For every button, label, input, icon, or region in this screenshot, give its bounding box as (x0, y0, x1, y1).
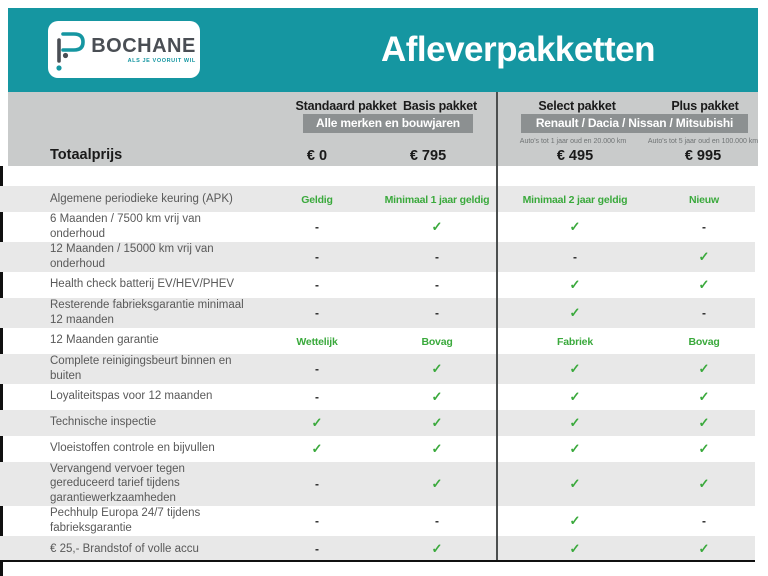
dash-icon: - (315, 361, 319, 376)
check-icon: ✓ (569, 475, 581, 491)
dash-icon: - (702, 219, 706, 234)
table-row (0, 536, 755, 562)
feature-table (0, 166, 755, 576)
empty-row (0, 562, 755, 576)
check-icon: ✓ (569, 541, 581, 557)
check-icon: ✓ (569, 276, 581, 292)
dash-icon: - (702, 305, 706, 320)
feature-label: Pechhulp Europa 24/7 tijdens fabrieksgarantie (50, 507, 201, 535)
price-select: € 495 (556, 148, 594, 164)
table-row (0, 242, 755, 272)
feature-label: Technische inspectie (50, 416, 157, 429)
check-icon: ✓ (569, 513, 581, 529)
feature-label: Algemene periodieke keuring (APK) (50, 192, 233, 205)
dash-icon: - (702, 514, 706, 529)
table-row (0, 410, 755, 436)
package-value: Geldig (301, 194, 333, 206)
package-header-plus: Plus pakket (671, 99, 739, 113)
condition-select: Auto's tot 1 jaar oud en 20.000 km (519, 138, 627, 145)
table-bottom-border (0, 560, 755, 562)
check-icon: ✓ (431, 388, 443, 404)
dash-icon: - (315, 277, 319, 292)
check-icon: ✓ (698, 475, 710, 491)
check-icon: ✓ (698, 440, 710, 456)
brand-name: BOCHANE (91, 34, 196, 57)
dash-icon: - (435, 249, 439, 264)
feature-label: 6 Maanden / 7500 km vrij van onderhoud (50, 213, 201, 240)
dash-icon: - (435, 305, 439, 320)
dash-icon: - (435, 514, 439, 529)
group-divider-line (496, 92, 498, 560)
check-icon: ✓ (698, 360, 710, 376)
check-icon: ✓ (431, 218, 443, 234)
package-header-select: Select pakket (538, 99, 616, 113)
bochane-logo-icon (52, 28, 86, 72)
feature-label: Vervangend vervoer tegen gereduceerd tarief tijdens garantiewerkzaamheden (50, 462, 185, 505)
brands-chip-all: Alle merken en bouwjaren (303, 114, 473, 133)
dash-icon: - (573, 249, 577, 264)
feature-label: Vloeistoffen controle en bijvullen (50, 442, 215, 455)
empty-row (0, 166, 755, 186)
price-basis: € 795 (409, 148, 447, 164)
dash-icon: - (315, 542, 319, 557)
package-value: Bovag (688, 335, 720, 348)
check-icon: ✓ (431, 414, 443, 430)
price-standaard: € 0 (306, 148, 328, 164)
dash-icon: - (315, 476, 319, 491)
dash-icon: - (315, 249, 319, 264)
package-value: Minimaal 2 jaar geldig (522, 194, 628, 206)
feature-label: Complete reinigingsbeurt binnen en buiten (50, 354, 232, 382)
check-icon: ✓ (569, 218, 581, 234)
feature-label: Loyaliteitspas voor 12 maanden (50, 390, 213, 403)
check-icon: ✓ (569, 304, 581, 320)
dash-icon: - (435, 277, 439, 292)
check-icon: ✓ (569, 360, 581, 376)
check-icon: ✓ (431, 360, 443, 376)
page-title: Afleverpakketten (380, 30, 656, 69)
check-icon: ✓ (569, 414, 581, 430)
table-row (0, 384, 755, 410)
feature-label: € 25,- Brandstof of volle accu (50, 542, 199, 555)
check-icon: ✓ (569, 388, 581, 404)
check-icon: ✓ (698, 248, 710, 264)
header-band (8, 8, 758, 92)
feature-label: Health check batterij EV/HEV/PHEV (50, 278, 235, 291)
table-row (0, 212, 755, 242)
check-icon: ✓ (431, 541, 443, 557)
package-header-basis: Basis pakket (402, 99, 478, 113)
table-row (0, 298, 755, 328)
table-row (0, 186, 755, 212)
brand-tagline: ALS JE VOORUIT WIL (127, 57, 196, 64)
feature-label: 12 Maanden garantie (50, 334, 159, 347)
dash-icon: - (315, 219, 319, 234)
check-icon: ✓ (431, 440, 443, 456)
table-row (0, 328, 755, 354)
brand-text (91, 36, 196, 64)
package-value: Bovag (421, 335, 453, 348)
check-icon: ✓ (698, 276, 710, 292)
dash-icon: - (315, 305, 319, 320)
check-icon: ✓ (698, 541, 710, 557)
package-value: Minimaal 1 jaar geldig (384, 194, 490, 206)
check-icon: ✓ (698, 388, 710, 404)
check-icon: ✓ (569, 440, 581, 456)
condition-plus: Auto's tot 5 jaar oud en 100.000 km (647, 138, 759, 145)
check-icon: ✓ (431, 475, 443, 491)
check-icon: ✓ (698, 414, 710, 430)
dash-icon: - (315, 389, 319, 404)
check-icon: ✓ (311, 440, 323, 456)
feature-label: 12 Maanden / 15000 km vrij van onderhoud (50, 242, 214, 270)
table-row (0, 436, 755, 462)
dash-icon: - (315, 514, 319, 529)
table-row (0, 462, 755, 507)
table-row (0, 506, 755, 536)
table-row (0, 272, 755, 298)
package-value: Fabriek (557, 335, 593, 348)
price-plus: € 995 (684, 148, 722, 164)
table-row (0, 354, 755, 384)
package-value: Wettelijk (296, 335, 338, 348)
check-icon: ✓ (311, 414, 323, 430)
package-header-standaard: Standaard pakket (295, 99, 397, 113)
brands-chip-renault-group: Renault / Dacia / Nissan / Mitsubishi (521, 114, 748, 133)
feature-label: Resterende fabrieksgarantie minimaal 12 maanden (50, 298, 244, 326)
package-value: Nieuw (689, 194, 719, 206)
total-price-label: Totaalprijs (50, 147, 123, 163)
brand-logo (48, 21, 200, 78)
